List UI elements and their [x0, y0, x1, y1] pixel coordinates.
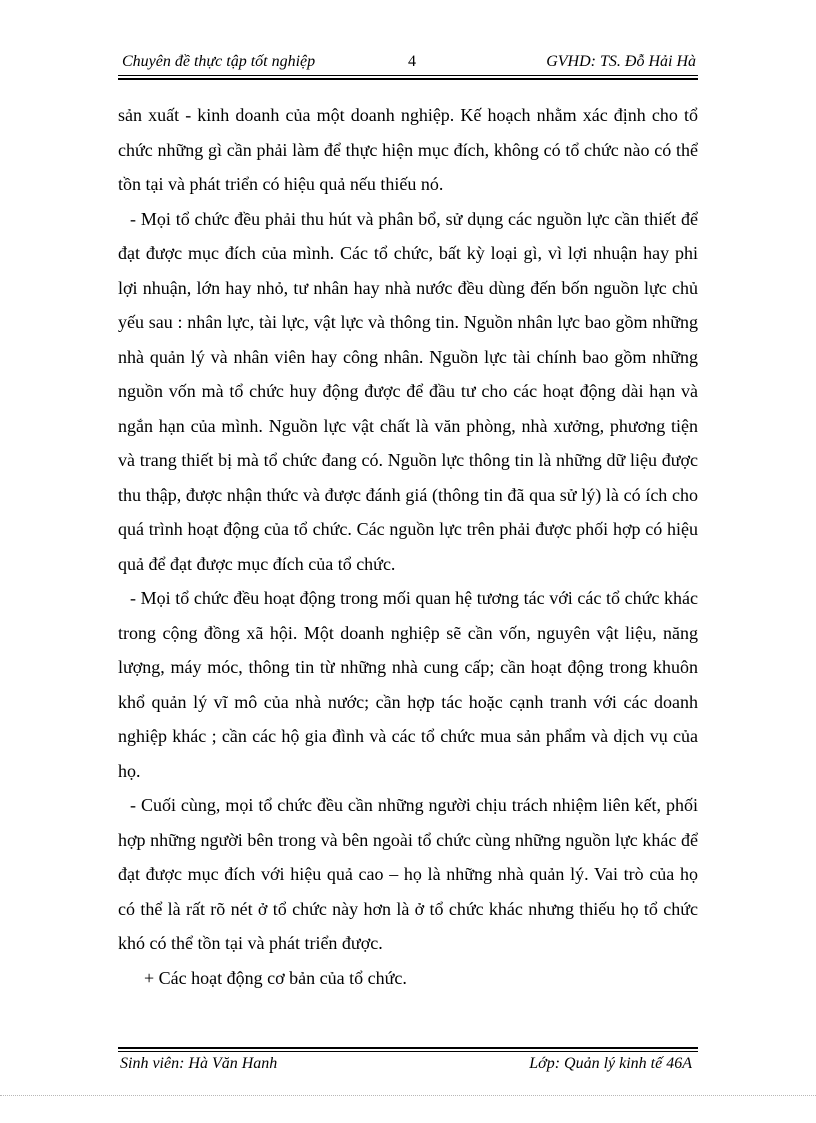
page-header [118, 50, 698, 74]
footer-class: Lớp: Quản lý kinh tế 46A [529, 1055, 692, 1072]
footer-student: Sinh viên: Hà Văn Hanh [120, 1055, 278, 1072]
header-rule-thin [118, 75, 698, 76]
footer-rule-thick [118, 1047, 698, 1049]
section-heading: + Các hoạt động cơ bản của tổ chức. [144, 967, 407, 988]
paragraph-resources: - Mọi tổ chức đều phải thu hút và phân bổ, sử dụng các nguồn lực cần thiết để đạt được mục đích của mình. Các tổ chức, bất kỳ loại gì, vì lợi nhuận hay phi lợi nhuận, lớn hay nhỏ, tư nhân hay nhà nước đều dùng đến bốn nguồn lực chủ yếu sau : nhân lực, tài lực, vật lực và thông tin. Nguồn nhân lực bao gồm những nhà quản lý và nhân viên hay công nhân. Nguồn lực tài chính bao gồm những nguồn vốn mà tổ chức huy động được để đầu tư cho các hoạt động dài hạn và ngắn hạn của mình. Nguồn lực vật chất là văn phòng, nhà xưởng, phương tiện và trang thiết bị mà tổ chức đang có. Nguồn lực thông tin là những dữ liệu được thu thập, được nhận thức và được đánh giá (thông tin đã qua sử lý) là có ích cho quá trình hoạt động của tổ chức. Các nguồn lực trên phải được phối hợp có hiệu quả để đạt được mục đích của tổ chức. [118, 208, 698, 574]
page-footer [118, 1052, 698, 1076]
page-number: 4 [408, 53, 416, 70]
header-advisor: GVHD: TS. Đỗ Hải Hà [546, 53, 696, 70]
page-bottom-edge [0, 1095, 816, 1096]
header-title: Chuyên đề thực tập tốt nghiệp [122, 53, 316, 70]
header-rule-thick [118, 78, 698, 80]
paragraph-interaction: - Mọi tổ chức đều hoạt động trong mối quan hệ tương tác với các tổ chức khác trong cộng đồng xã hội. Một doanh nghiệp sẽ cần vốn, nguyên vật liệu, năng lượng, máy móc, thông tin từ những nhà cung cấp; cần hoạt động trong khuôn khổ quản lý vĩ mô của nhà nước; cần hợp tác hoặc cạnh tranh với các doanh nghiệp khác ; cần các hộ gia đình và các tổ chức mua sản phẩm và dịch vụ của họ. [118, 588, 698, 781]
paragraph-continuation: sản xuất - kinh doanh của một doanh nghiệp. Kế hoạch nhằm xác định cho tổ chức những gì cần phải làm để thực hiện mục đích, không có tổ chức nào có thể tồn tại và phát triển có hiệu quả nếu thiếu nó. [118, 105, 698, 194]
body-text [118, 98, 698, 995]
paragraph-managers: - Cuối cùng, mọi tổ chức đều cần những người chịu trách nhiệm liên kết, phối hợp những người bên trong và bên ngoài tổ chức cùng những nguồn lực khác để đạt được mục đích với hiệu quả cao – họ là những nhà quản lý. Vai trò của họ có thể là rất rõ nét ở tổ chức này hơn là ở tổ chức khác nhưng thiếu họ tổ chức khó có thể tồn tại và phát triển được. [118, 795, 698, 953]
